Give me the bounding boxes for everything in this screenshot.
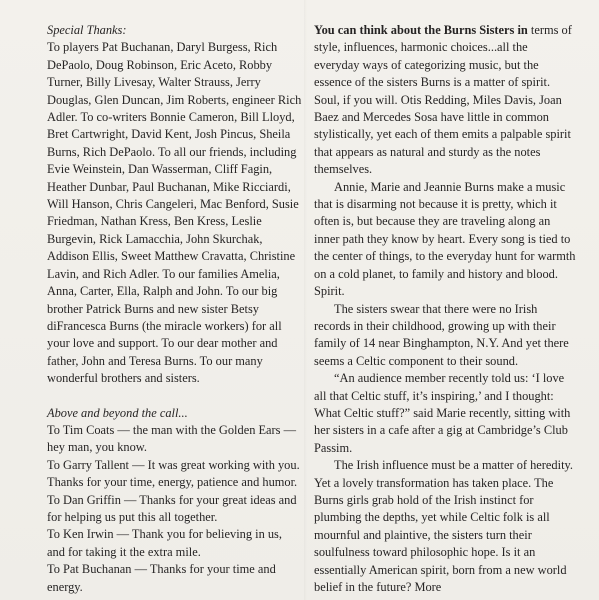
special-thanks-text: To players Pat Buchanan, Daryl Burgess, Rich DePaolo, Doug Robinson, Eric Aceto, Robby Turner, Billy Livesay, Walter Strauss, Jerry Douglas, Glen Duncan, Jim Roberts, engineer Rich Adler. To co-writers Bonnie Cameron, Bill Lloyd, Bret Cartwright, David Kent, Josh Pincus, Sheila Burns, Rich DePaolo. To all our friends, including Evie Weinstein, Dan Wasserman, Cliff Fagin, Heather Dunbar, Paul Buchanan, Mike Ricciardi, Will Hanson, Chris Cangeleri, Mac Benford, Susie Friedman, Nathan Kress, Ben Kress, Leslie Burgevin, Rick Lamacchia, John Skurchak, Addison Ellis, Sweet Matthew Cravatta, Christine Lavin, and Rich Adler. To our families Amelia, Anna, Carter, Ella, Ralph and John. To our big brother Patrick Burns and new sister Betsy diFrancesca Burns (the miracle workers) for all your love and support. To our dear mother and father, John and Teresa Burns. To our many wonderful brothers and sisters. <box>47 40 302 386</box>
essay-paragraph-1 <box>314 22 576 179</box>
essay-paragraph-1-text: terms of style, influences, harmonic choices...all the everyday ways of categorizing music, but the essence of the sisters Burns is a matter of spirit. Soul, if you will. Otis Redding, Miles Davis, Joan Baez and Mercedes Sosa have little in common stylistically, yet each of them emits a palpable spirit that appears as natural and sturdy as the notes themselves. <box>314 23 572 177</box>
section-gap <box>47 388 302 405</box>
essay-paragraph-4: “An audience member recently told us: ‘I love all that Celtic stuff, it’s inspiring,’ and I thought: What Celtic stuff?” said Marie recently, sitting with her sisters in a cafe after a gig at Cambridge’s Club Passim. <box>314 371 571 455</box>
special-thanks-heading: Special Thanks: <box>47 23 127 37</box>
left-column <box>47 22 302 596</box>
thanks-item-ken-irwin: To Ken Irwin — Thank you for believing in us, and for taking it the extra mile. <box>47 527 282 559</box>
essay-paragraph-2: Annie, Marie and Jeannie Burns make a music that is disarming not because it is pretty, which it often is, but because they are traveling along an inner path they know by heart. Every song is tied to the center of things, to the everyday hunt for warmth on a cold planet, to family and history and blood. Spirit. <box>314 179 576 299</box>
thanks-item-dan-griffin: To Dan Griffin — Thanks for your great ideas and for helping us put this all together. <box>47 492 297 524</box>
thanks-item-pat-buchanan: To Pat Buchanan — Thanks for your time and energy. <box>47 562 276 594</box>
right-column <box>314 22 576 596</box>
essay-lead-in: You can think about the Burns Sisters in <box>314 23 528 37</box>
essay-paragraph-3: The sisters swear that there were no Irish records in their childhood, growing up with their family of 14 near Binghampton, N.Y. And yet there seems a Celtic component to their sound. <box>314 301 569 368</box>
essay-paragraph-5: The Irish influence must be a matter of heredity. Yet a lovely transformation has taken place. The Burns girls grab hold of the Irish instinct for plumbing the depths, yet while Celtic folk is all mournful and plaintive, the sisters turn their soulfulness toward philosophic hope. Is it an essentially American spirit, born from a new world belief in the future? More <box>314 458 574 594</box>
above-beyond-heading: Above and beyond the call... <box>47 405 188 420</box>
thanks-item-garry-tallent: To Garry Tallent — It was great working with you. Thanks for your time, energy, patience and humor. <box>47 457 300 490</box>
page-fold-shadow <box>304 0 307 600</box>
thanks-item-tim-coats: To Tim Coats — the man with the Golden Ears — hey man, you know. <box>47 422 296 455</box>
